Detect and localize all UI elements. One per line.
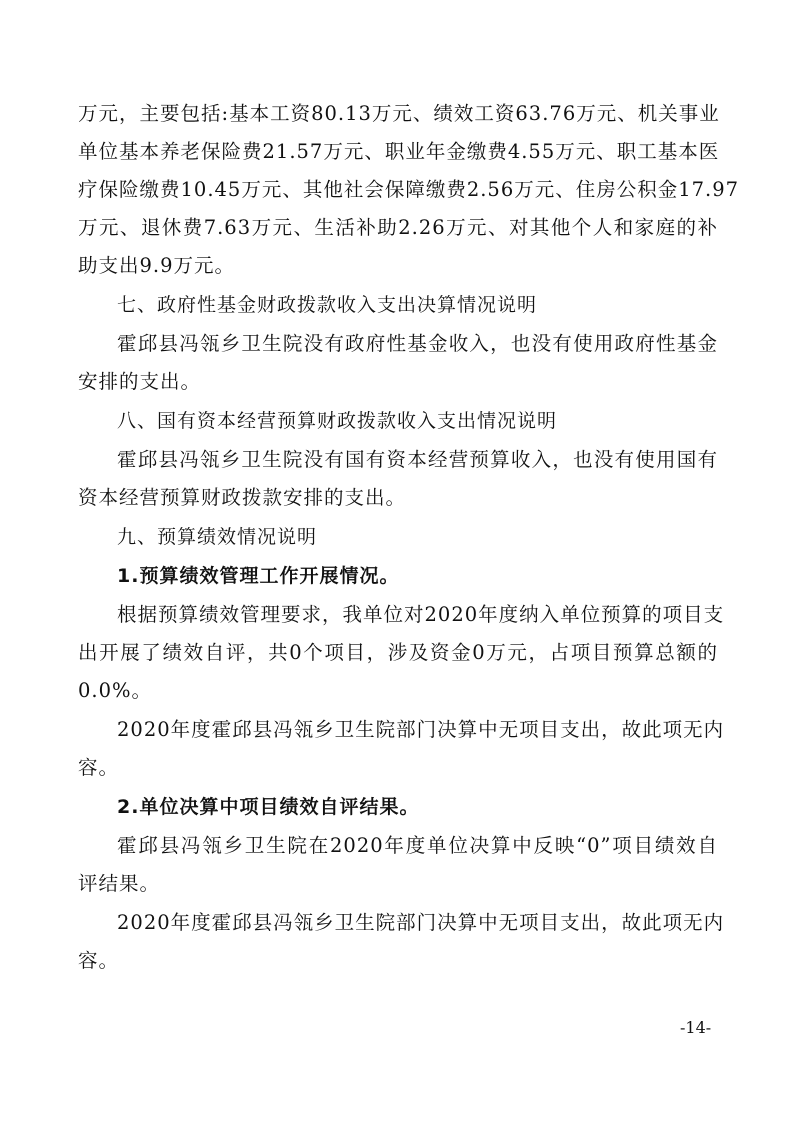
paragraph-line: 根据预算绩效管理要求，我单位对2020年度纳入单位预算的项目支 [117,603,725,626]
page-number: -14- [680,1018,712,1037]
paragraph-line: 单位基本养老保险费21.57万元、职业年金缴费4.55万元、职工基本医 [78,140,720,163]
paragraph-line: 2020年度霍邱县冯瓴乡卫生院部门决算中无项目支出，故此项无内 [117,911,725,934]
paragraph-line: 霍邱县冯瓴乡卫生院在2020年度单位决算中反映“0”项目绩效自 [117,834,718,857]
paragraph-line: 评结果。 [78,872,161,895]
paragraph-line: 安排的支出。 [78,370,202,393]
section-9-heading: 九、预算绩效情况说明 [117,526,318,548]
subsection-1-heading: 1.预算绩效管理工作开展情况。 [117,565,400,587]
paragraph-line: 霍邱县冯瓴乡卫生院没有政府性基金收入，也没有使用政府性基金 [117,332,718,355]
paragraph-line: 万元，主要包括:基本工资80.13万元、绩效工资63.76万元、机关事业 [78,102,720,125]
section-7-heading: 七、政府性基金财政拨款收入支出决算情况说明 [117,294,538,316]
paragraph-line: 助支出9.9万元。 [78,254,236,277]
section-8-heading: 八、国有资本经营预算财政拨款收入支出情况说明 [117,410,558,432]
paragraph-line: 资本经营预算财政拨款安排的支出。 [78,486,407,509]
paragraph-line: 容。 [78,756,120,779]
paragraph-line: 2020年度霍邱县冯瓴乡卫生院部门决算中无项目支出，故此项无内 [117,718,725,741]
paragraph-line: 疗保险缴费10.45万元、其他社会保障缴费2.56万元、住房公积金17.97 [78,178,740,201]
paragraph-line: 万元、退休费7.63万元、生活补助2.26万元、对其他个人和家庭的补 [78,216,718,239]
paragraph-line: 0.0%。 [78,679,153,702]
paragraph-line: 出开展了绩效自评，共0个项目，涉及资金0万元，占项目预算总额的 [78,641,718,664]
subsection-2-heading: 2.单位决算中项目绩效自评结果。 [117,796,420,818]
paragraph-line: 霍邱县冯瓴乡卫生院没有国有资本经营预算收入，也没有使用国有 [117,448,718,471]
paragraph-line: 容。 [78,949,120,972]
